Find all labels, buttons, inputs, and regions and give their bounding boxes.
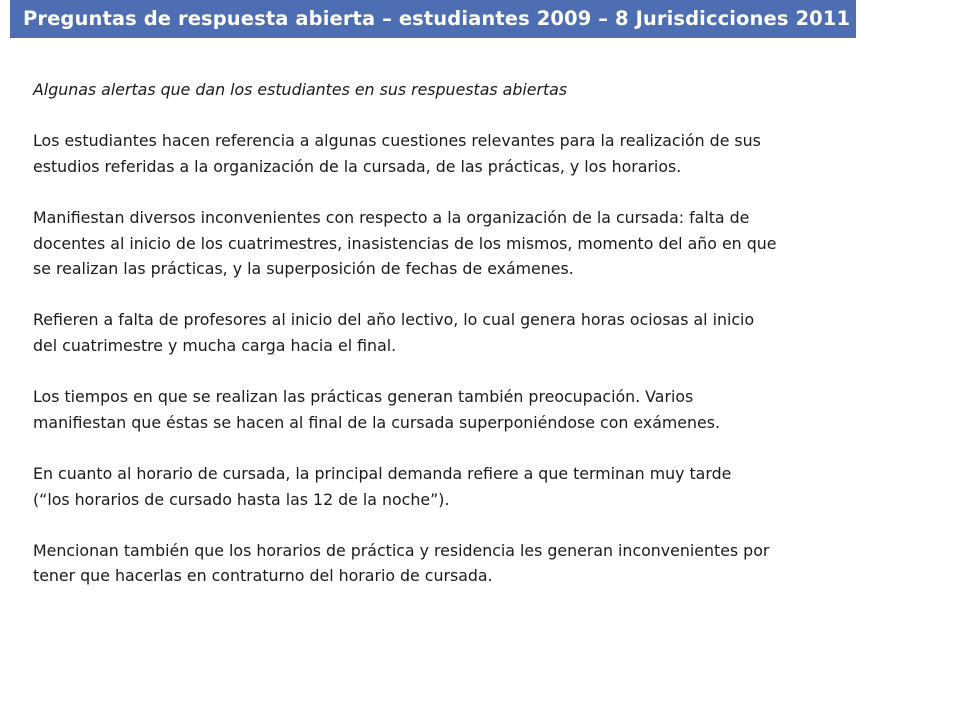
paragraph-line: Los estudiantes hacen referencia a algunas cuestiones relevantes para la realización de sus xyxy=(33,131,761,151)
paragraph-6 xyxy=(33,538,933,589)
paragraph-line: Los tiempos en que se realizan las prácticas generan también preocupación. Varios xyxy=(33,387,694,407)
paragraph-line: Manifiestan diversos inconvenientes con respecto a la organización de la cursada: falta de xyxy=(33,207,750,227)
paragraph-3 xyxy=(33,307,933,358)
paragraph-line: docentes al inicio de los cuatrimestres, inasistencias de los mismos, momento del año en que xyxy=(33,233,777,253)
paragraph-line: tener que hacerlas en contraturno del horario de cursada. xyxy=(33,566,493,586)
paragraph-line: (“los horarios de cursado hasta las 12 de la noche”). xyxy=(33,489,450,509)
paragraph-line: estudios referidas a la organización de la cursada, de las prácticas, y los horarios. xyxy=(33,156,682,176)
paragraph-line: Refieren a falta de profesores al inicio del año lectivo, lo cual genera horas ociosas al inicio xyxy=(33,310,755,330)
paragraph-4 xyxy=(33,384,933,435)
paragraph-line: manifiestan que éstas se hacen al final de la cursada superponiéndose con exámenes. xyxy=(33,412,720,432)
paragraph-5 xyxy=(33,461,933,512)
paragraph-line: se realizan las prácticas, y la superposición de fechas de exámenes. xyxy=(33,259,574,279)
slide-content xyxy=(33,77,933,614)
paragraph-2 xyxy=(33,205,933,282)
title-bar xyxy=(10,0,856,38)
slide-subtitle: Algunas alertas que dan los estudiantes en sus respuestas abiertas xyxy=(33,80,568,99)
paragraph-line: del cuatrimestre y mucha carga hacia el final. xyxy=(33,335,397,355)
slide-title: Preguntas de respuesta abierta – estudiantes 2009 – 8 Jurisdicciones 2011 xyxy=(23,7,851,30)
paragraph-line: En cuanto al horario de cursada, la principal demanda refiere a que terminan muy tarde xyxy=(33,463,732,483)
paragraph-line: Mencionan también que los horarios de práctica y residencia les generan inconvenientes por xyxy=(33,540,770,560)
paragraph-1 xyxy=(33,128,933,179)
